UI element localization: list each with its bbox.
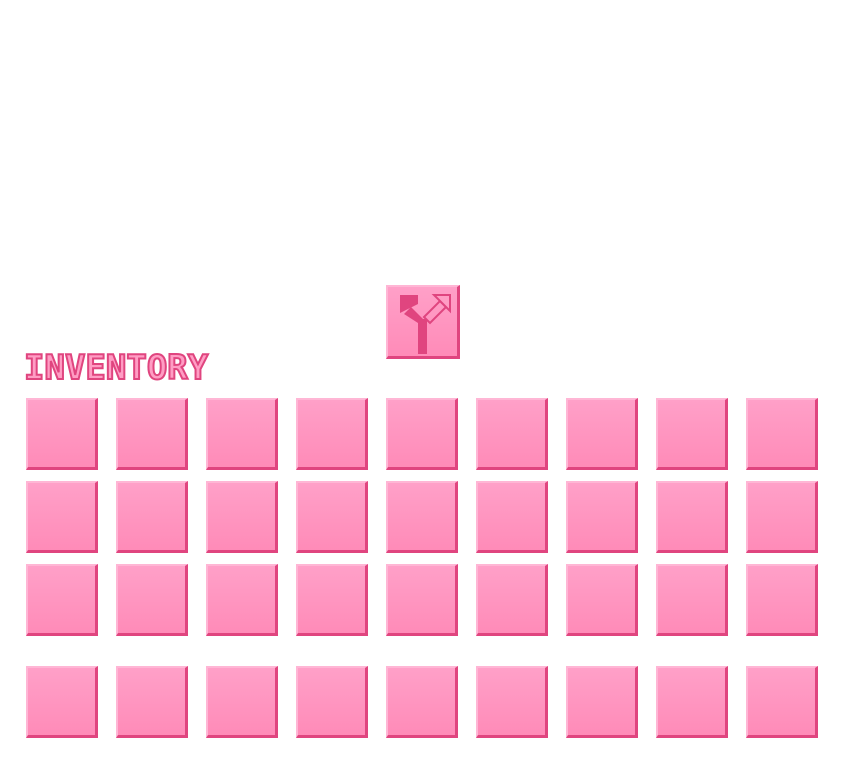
- hotbar-slot[interactable]: [206, 666, 278, 738]
- inventory-slot[interactable]: [26, 481, 98, 553]
- inventory-slot[interactable]: [296, 564, 368, 636]
- inventory-slot[interactable]: [386, 564, 458, 636]
- inventory-slot[interactable]: [476, 564, 548, 636]
- inventory-slot[interactable]: [746, 398, 818, 470]
- inventory-slot[interactable]: [116, 398, 188, 470]
- inventory-slot[interactable]: [566, 564, 638, 636]
- inventory-slot[interactable]: [26, 398, 98, 470]
- inventory-slot[interactable]: [656, 564, 728, 636]
- inventory-slot[interactable]: [206, 564, 278, 636]
- inventory-slot[interactable]: [656, 398, 728, 470]
- inventory-slot[interactable]: [656, 481, 728, 553]
- inventory-slot[interactable]: [26, 564, 98, 636]
- inventory-slot[interactable]: [746, 564, 818, 636]
- inventory-title: INVENTORY: [24, 348, 209, 388]
- inventory-slot[interactable]: [116, 564, 188, 636]
- inventory-slot[interactable]: [566, 481, 638, 553]
- hotbar-slot[interactable]: [116, 666, 188, 738]
- hotbar-slot[interactable]: [386, 666, 458, 738]
- hotbar-slot[interactable]: [26, 666, 98, 738]
- inventory-slot[interactable]: [206, 481, 278, 553]
- inventory-slot[interactable]: [116, 481, 188, 553]
- inventory-slot[interactable]: [386, 398, 458, 470]
- split-action-button[interactable]: [386, 285, 460, 359]
- inventory-slot[interactable]: [476, 481, 548, 553]
- hotbar-slot[interactable]: [296, 666, 368, 738]
- hotbar-slot[interactable]: [656, 666, 728, 738]
- inventory-slot[interactable]: [296, 398, 368, 470]
- inventory-slot[interactable]: [386, 481, 458, 553]
- inventory-slot[interactable]: [566, 398, 638, 470]
- hotbar-slot[interactable]: [476, 666, 548, 738]
- split-arrow-icon: [394, 291, 456, 355]
- inventory-slot[interactable]: [206, 398, 278, 470]
- inventory-slot[interactable]: [476, 398, 548, 470]
- hotbar-slot[interactable]: [746, 666, 818, 738]
- inventory-slot[interactable]: [746, 481, 818, 553]
- inventory-slot[interactable]: [296, 481, 368, 553]
- hotbar-slot[interactable]: [566, 666, 638, 738]
